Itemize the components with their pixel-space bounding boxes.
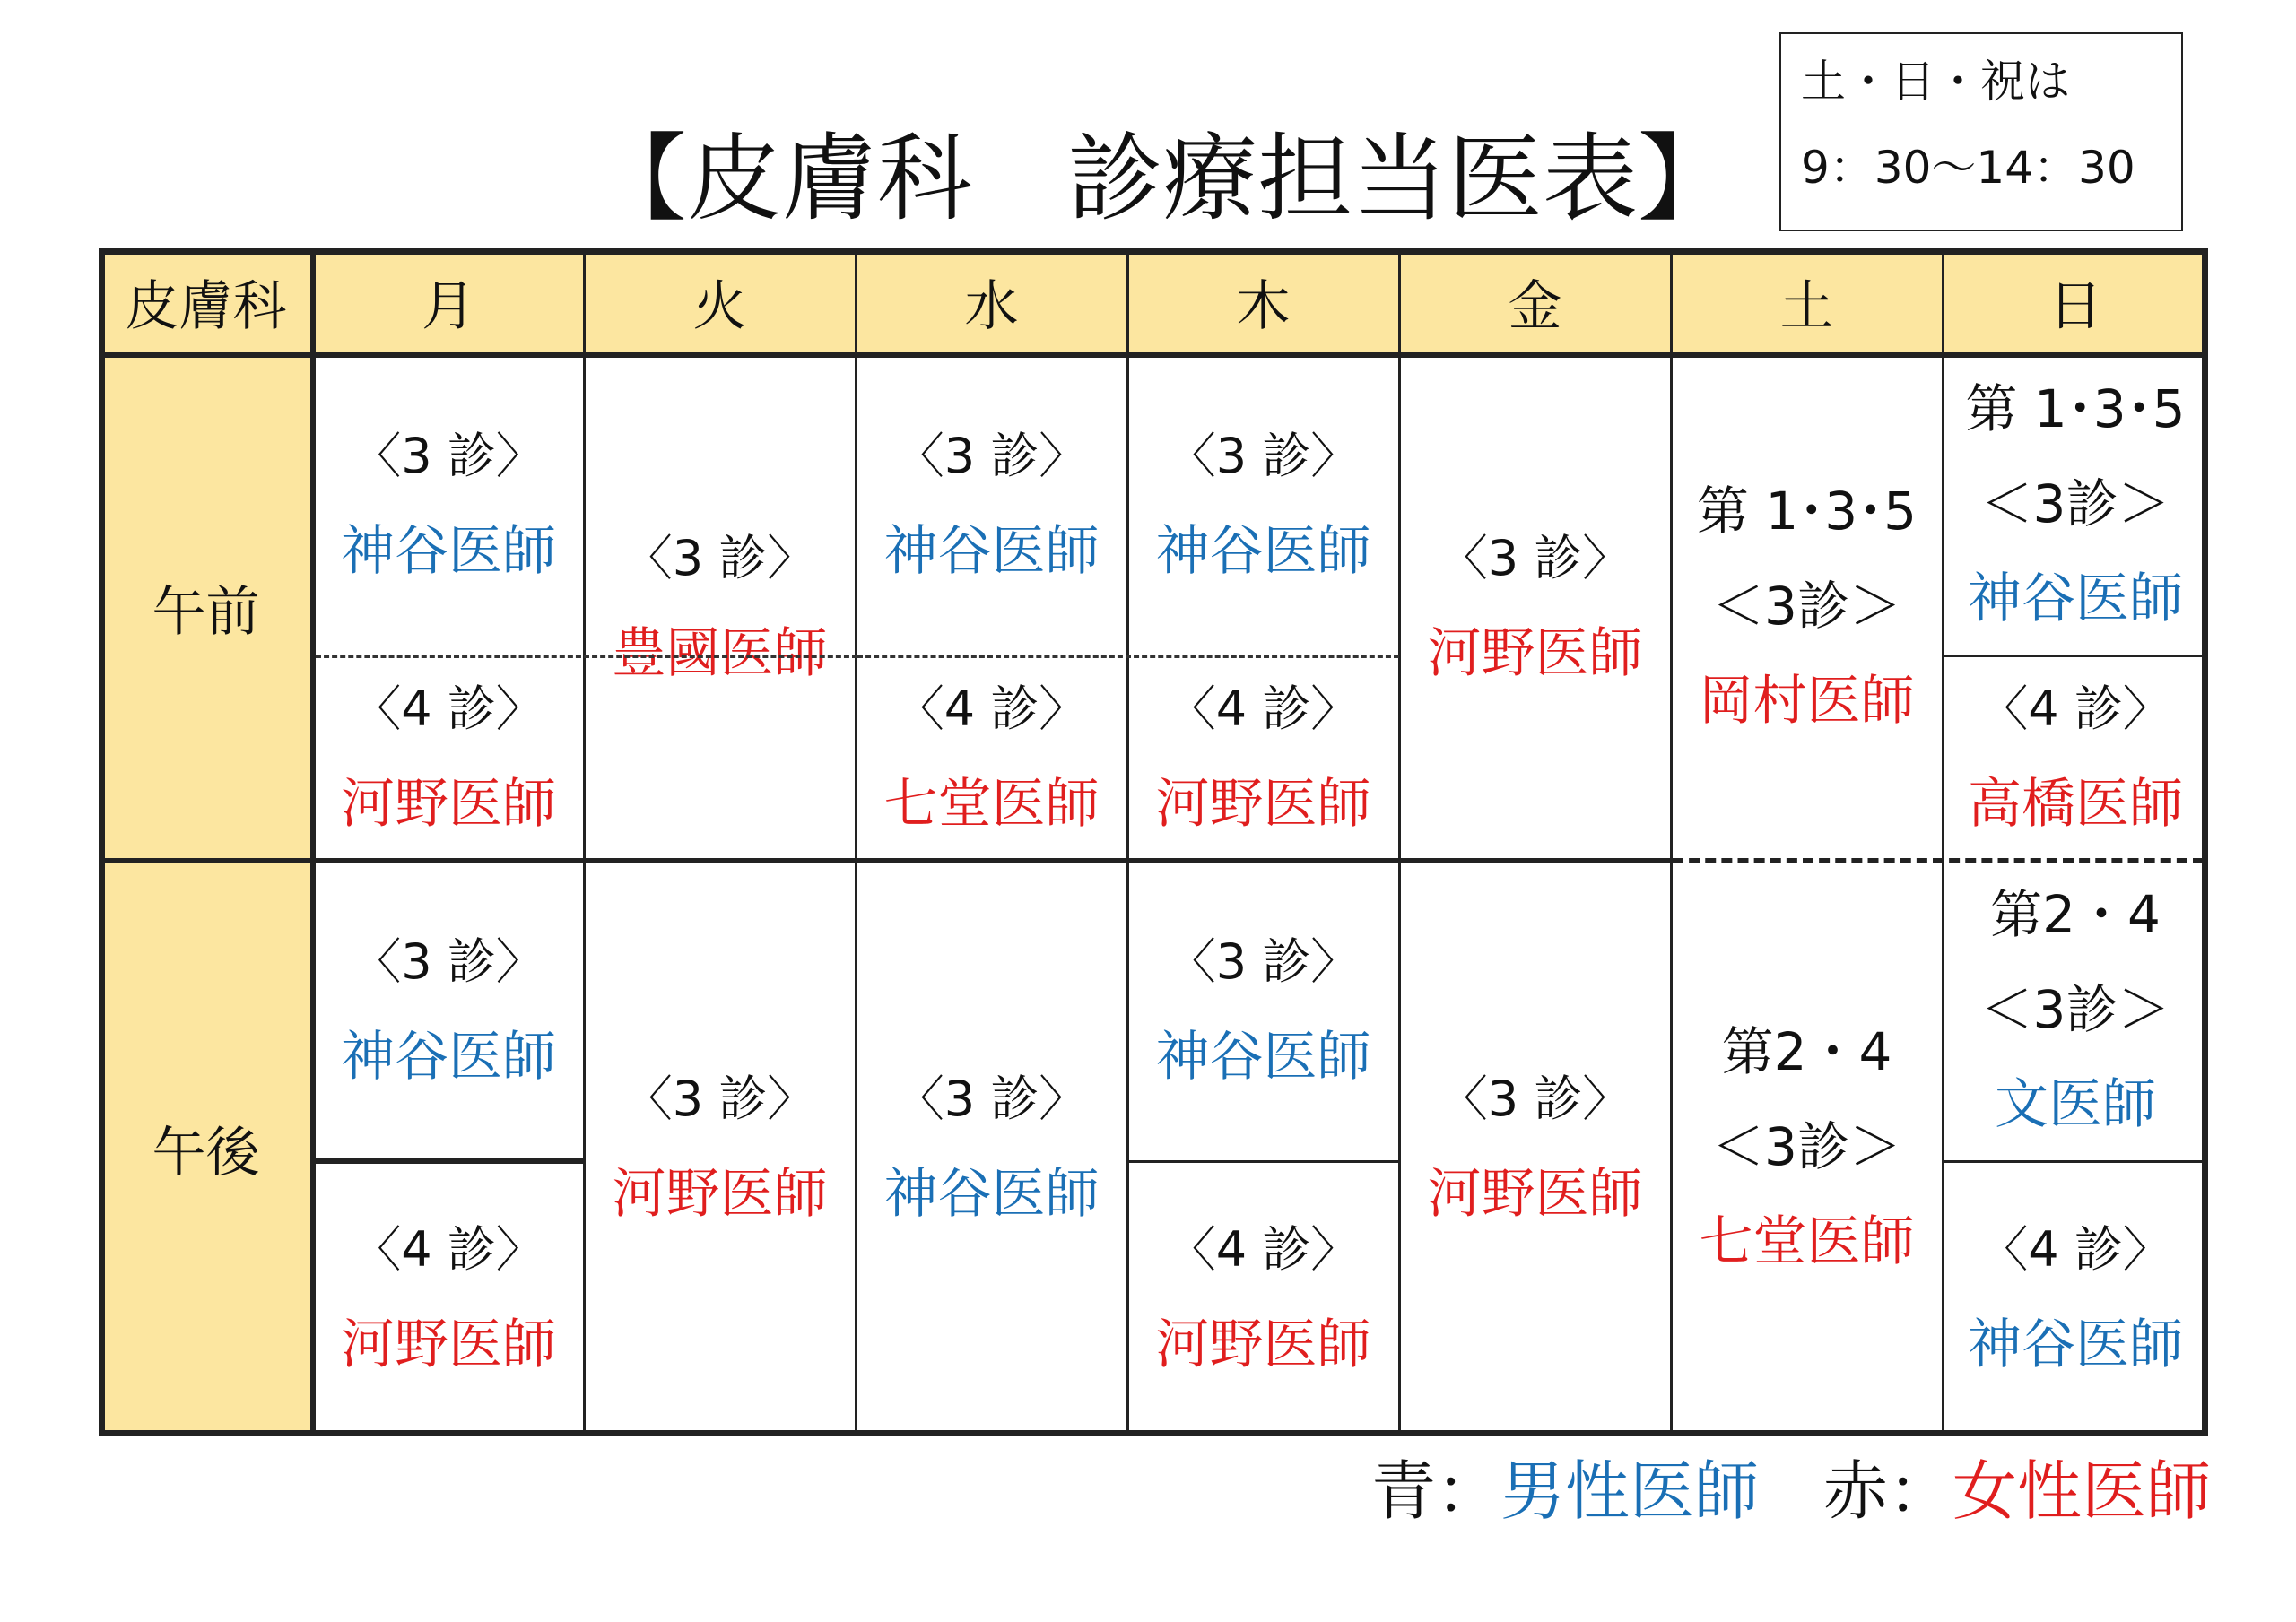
am-mon-slot3 bbox=[313, 355, 584, 656]
pm-thu-slot3 bbox=[1127, 861, 1399, 1161]
session-label: 〈3 診〉 bbox=[352, 932, 544, 990]
doctor-name: 神谷医師 bbox=[341, 520, 556, 583]
am-slot-divider bbox=[316, 655, 857, 658]
am-thu-slot4 bbox=[1127, 656, 1399, 861]
weekend-hours-box bbox=[1779, 32, 2183, 231]
header-day-sun: 日 bbox=[1943, 248, 2208, 355]
session-label: 〈3 診〉 bbox=[1167, 932, 1360, 990]
header-day-wed: 水 bbox=[856, 248, 1127, 355]
session-label: 〈4 診〉 bbox=[352, 1220, 544, 1278]
am-sat-slot3 bbox=[1671, 355, 1943, 861]
doctor-name: 神谷医師 bbox=[341, 1025, 556, 1089]
doctor-name: 豊國医師 bbox=[612, 622, 828, 685]
session-label: ＜3診＞ bbox=[1712, 576, 1901, 637]
doctor-name: 七堂医師 bbox=[1699, 1210, 1915, 1273]
am-wed-slot3 bbox=[856, 355, 1127, 656]
session-label: 〈3 診〉 bbox=[1167, 428, 1360, 484]
schedule-table bbox=[99, 248, 2208, 1436]
header-day-fri: 金 bbox=[1399, 248, 1671, 355]
session-label: 〈3 診〉 bbox=[895, 428, 1088, 484]
doctor-name: 文医師 bbox=[1995, 1072, 2156, 1136]
col-divider bbox=[1942, 248, 1944, 1436]
pm-thu-slot4 bbox=[1127, 1161, 1399, 1436]
pm-sat-slot3 bbox=[1671, 861, 1943, 1436]
pm-mon-slot3 bbox=[313, 861, 584, 1161]
doctor-name: 岡村医師 bbox=[1699, 670, 1915, 733]
week-label: 第2・4 bbox=[1990, 883, 2161, 945]
pm-wed-slot3 bbox=[856, 861, 1127, 1436]
col-divider bbox=[1670, 248, 1673, 1436]
table-border-top bbox=[99, 248, 2208, 255]
weekend-hours-time: 9：30〜14：30 bbox=[1801, 142, 2135, 194]
session-label: 〈4 診〉 bbox=[1979, 681, 2171, 737]
pm-sun-slot4 bbox=[1943, 1161, 2208, 1436]
doctor-name: 河野医師 bbox=[1155, 1313, 1371, 1376]
doctor-name: 神谷医師 bbox=[883, 520, 1100, 583]
session-label: 〈4 診〉 bbox=[895, 681, 1088, 737]
am-mon-slot4 bbox=[313, 656, 584, 861]
color-legend bbox=[1350, 1451, 2211, 1531]
week-label: 第2・4 bbox=[1721, 1021, 1892, 1082]
table-border-right bbox=[2202, 248, 2208, 1436]
session-label: 〈3 診〉 bbox=[352, 428, 544, 484]
header-day-mon: 月 bbox=[313, 248, 584, 355]
week-label: 第 1･3･5 bbox=[1965, 378, 2186, 439]
col-divider bbox=[583, 248, 586, 1436]
pm-fri-slot3 bbox=[1399, 861, 1671, 1436]
side-column-divider bbox=[310, 248, 316, 1436]
legend-blue-prefix: 青： bbox=[1370, 1453, 1500, 1529]
am-tue-slot3 bbox=[584, 355, 856, 861]
session-label: 〈4 診〉 bbox=[1167, 1220, 1360, 1278]
pm-tue-slot3 bbox=[584, 861, 856, 1436]
session-label: 〈4 診〉 bbox=[1167, 681, 1360, 737]
doctor-name: 神谷医師 bbox=[1968, 568, 2183, 630]
legend-red-prefix: 赤： bbox=[1822, 1453, 1952, 1529]
am-slot-divider bbox=[857, 655, 1399, 658]
doctor-name: 神谷医師 bbox=[883, 1163, 1100, 1226]
pm-mon-slot4 bbox=[313, 1161, 584, 1436]
col-divider bbox=[855, 248, 857, 1436]
session-label: ＜3診＞ bbox=[1980, 473, 2170, 534]
weekend-am-pm-divider bbox=[1673, 858, 2204, 863]
legend-female-doctor: 女性医師 bbox=[1952, 1453, 2211, 1529]
doctor-name: 河野医師 bbox=[341, 1313, 556, 1376]
header-day-thu: 木 bbox=[1127, 248, 1399, 355]
period-am: 午前 bbox=[99, 355, 313, 861]
session-label: 〈3 診〉 bbox=[623, 530, 816, 586]
doctor-name: 河野医師 bbox=[341, 773, 556, 836]
session-label: 〈4 診〉 bbox=[352, 681, 544, 737]
doctor-name: 高橋医師 bbox=[1968, 773, 2183, 836]
period-pm: 午後 bbox=[99, 861, 313, 1436]
doctor-name: 神谷医師 bbox=[1155, 1025, 1371, 1089]
session-label: ＜3診＞ bbox=[1712, 1116, 1901, 1177]
table-border-left bbox=[99, 248, 105, 1436]
col-divider bbox=[1398, 248, 1401, 1436]
am-sun-slot4 bbox=[1943, 656, 2208, 861]
doctor-name: 神谷医師 bbox=[1968, 1313, 2183, 1376]
weekend-hours-label: 土・日・祝は bbox=[1801, 56, 2070, 108]
doctor-name: 河野医師 bbox=[612, 1163, 828, 1226]
session-label: ＜3診＞ bbox=[1980, 978, 2170, 1040]
pm-sun-slot3 bbox=[1943, 861, 2208, 1161]
pm-mon-slot-divider bbox=[316, 1158, 584, 1164]
am-thu-slot3 bbox=[1127, 355, 1399, 656]
header-day-sat: 土 bbox=[1671, 248, 1943, 355]
session-label: 〈3 診〉 bbox=[623, 1071, 816, 1127]
week-label: 第 1･3･5 bbox=[1696, 481, 1918, 542]
am-wed-slot4 bbox=[856, 656, 1127, 861]
doctor-name: 河野医師 bbox=[1155, 773, 1371, 836]
header-corner: 皮膚科 bbox=[99, 248, 313, 355]
am-fri-slot3 bbox=[1399, 355, 1671, 861]
header-day-tue: 火 bbox=[584, 248, 856, 355]
doctor-name: 河野医師 bbox=[1427, 622, 1643, 685]
doctor-name: 七堂医師 bbox=[883, 773, 1100, 836]
col-divider bbox=[1126, 248, 1129, 1436]
session-label: 〈3 診〉 bbox=[1439, 1071, 1631, 1127]
pm-thu-slot-divider bbox=[1129, 1160, 1399, 1163]
session-label: 〈3 診〉 bbox=[895, 1071, 1088, 1127]
am-sun-slot-divider bbox=[1944, 655, 2205, 657]
doctor-name: 神谷医師 bbox=[1155, 520, 1371, 583]
header-divider bbox=[99, 352, 2208, 358]
session-label: 〈3 診〉 bbox=[1439, 530, 1631, 586]
pm-sun-slot-divider bbox=[1944, 1160, 2205, 1163]
legend-male-doctor: 男性医師 bbox=[1500, 1453, 1759, 1529]
am-pm-divider bbox=[99, 858, 1671, 863]
page-title: 【皮膚科 診療担当医表】 bbox=[592, 124, 1733, 234]
table-border-bottom bbox=[99, 1430, 2208, 1436]
am-sun-slot3 bbox=[1943, 355, 2208, 656]
session-label: 〈4 診〉 bbox=[1979, 1220, 2171, 1278]
doctor-name: 河野医師 bbox=[1427, 1163, 1643, 1226]
